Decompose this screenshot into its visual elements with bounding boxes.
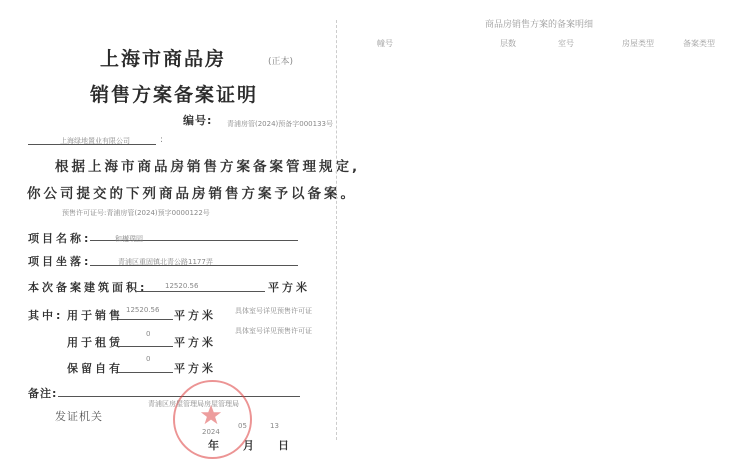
- self-value: 0: [146, 355, 151, 363]
- page-divider: [336, 20, 337, 440]
- sale-label: 用于销售: [67, 309, 123, 322]
- location-label: 项目坐落:: [28, 255, 92, 268]
- of-which-label: 其中:: [28, 309, 64, 322]
- rent-unit: 平方米: [174, 336, 216, 349]
- rent-value: 0: [146, 330, 151, 338]
- permit-number: 预售许可证号:青浦房管(2024)预字0000122号: [62, 209, 210, 217]
- company-suffix: :: [160, 135, 164, 145]
- col-floors: 层数: [500, 39, 516, 48]
- area-label: 本次备案建筑面积:: [28, 281, 148, 294]
- issuer-label: 发证机关: [55, 410, 103, 423]
- company-name: 上海绿地置业有限公司: [60, 137, 130, 145]
- month-label: 月: [243, 439, 257, 452]
- area-unit: 平方米: [268, 281, 310, 294]
- remark-label: 备注:: [28, 387, 58, 400]
- issuer-value: 青浦区房屋管理局房屋管理局: [148, 400, 239, 408]
- year-label: 年: [208, 439, 222, 452]
- day-label: 日: [278, 439, 292, 452]
- area-value: 12520.56: [165, 282, 199, 290]
- date-year: 2024: [202, 428, 220, 436]
- sale-unit: 平方米: [174, 309, 216, 322]
- paragraph-line-1: 根据上海市商品房销售方案备案管理规定,: [55, 159, 361, 175]
- col-room: 室号: [558, 39, 574, 48]
- copy-type: (正本): [268, 57, 294, 67]
- paragraph-line-2: 你公司提交的下列商品房销售方案予以备案。: [27, 186, 357, 202]
- project-name-value: 和樾璞园: [115, 235, 143, 243]
- col-house-type: 房屋类型: [622, 39, 654, 48]
- col-filing-type: 备案类型: [683, 39, 715, 48]
- number-value: 青浦房管(2024)预备字000133号: [227, 120, 333, 128]
- col-building: 幢号: [377, 39, 393, 48]
- doc-title: 上海市商品房: [100, 48, 227, 70]
- rent-note: 具体室号详见预售许可证: [235, 327, 312, 335]
- location-value: 青浦区重固镇北青公路1177弄: [118, 258, 213, 266]
- self-unit: 平方米: [174, 362, 216, 375]
- date-month: 05: [238, 422, 247, 430]
- detail-title: 商品房销售方案的备案明细: [485, 20, 594, 30]
- self-label: 保留自有: [67, 362, 123, 375]
- sale-value: 12520.56: [126, 306, 160, 314]
- date-day: 13: [270, 422, 279, 430]
- sale-note: 具体室号详见预售许可证: [235, 307, 312, 315]
- doc-subtitle: 销售方案备案证明: [90, 84, 259, 106]
- rent-label: 用于租赁: [67, 336, 123, 349]
- project-name-label: 项目名称:: [28, 232, 92, 245]
- number-label: 编号:: [183, 114, 213, 127]
